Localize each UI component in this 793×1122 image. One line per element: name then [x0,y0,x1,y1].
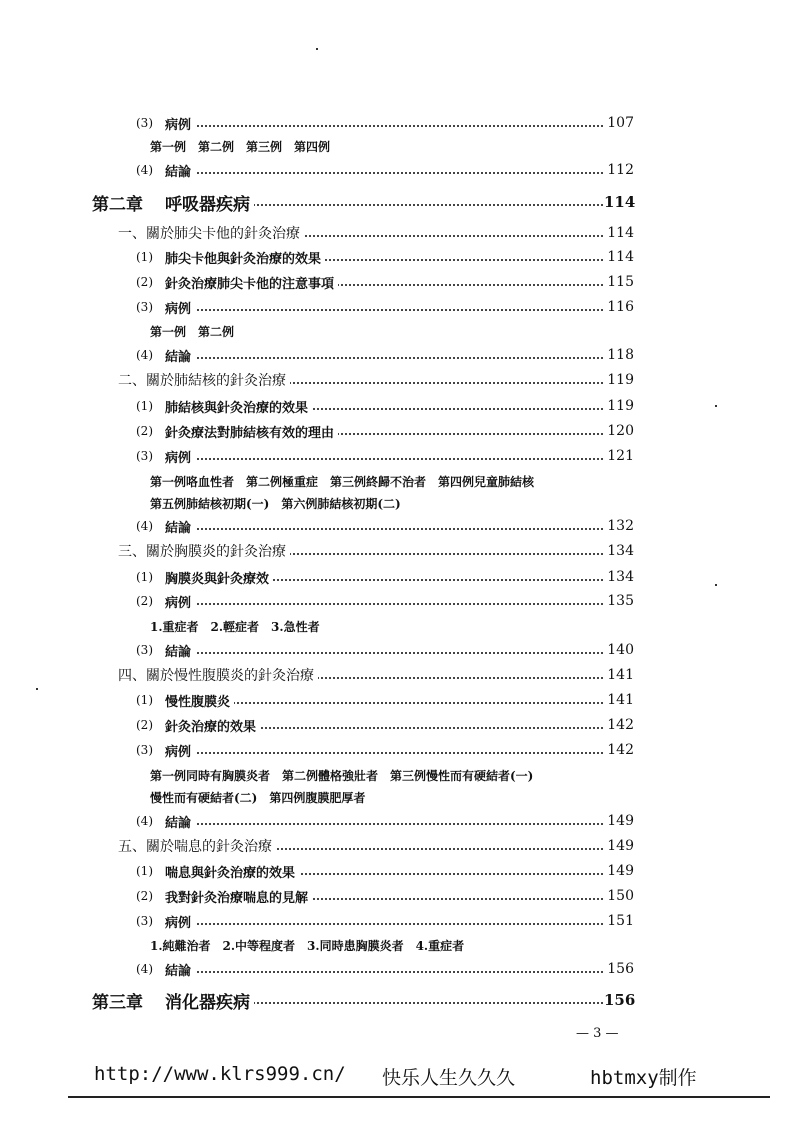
toc-entry-item[interactable] [0,714,793,736]
entry-title: 我對針灸治療喘息的見解 [165,887,312,906]
toc-entry-item[interactable] [0,246,793,268]
entry-page-number: 119 [604,398,634,414]
entry-page-number: 134 [604,569,634,585]
toc-entry-item[interactable] [0,515,793,537]
entry-title: 針灸療法對肺結核有效的理由 [165,422,338,441]
entry-page-number: 112 [604,162,634,178]
entry-title: 肺結核與針灸治療的效果 [165,397,312,416]
entry-number: (3) [136,743,153,757]
toc-entry-item[interactable] [0,271,793,293]
entry-number: (1) [136,864,153,878]
entry-page-number: 114 [604,225,634,241]
dot-leader [165,752,603,754]
entry-page-number: 140 [604,642,634,658]
toc-entry-item[interactable] [0,639,793,661]
footer-maker: hbtmxy制作 [590,1067,697,1089]
entry-number: (3) [136,643,153,657]
chapter-name: 呼吸器疾病 [165,194,250,215]
entry-title: 1.重症者 2.輕症者 3.急性者 [150,618,324,635]
entry-page-number: 116 [604,299,634,315]
toc-entry-item[interactable] [0,296,793,318]
entry-title: 第一例 第二例 第三例 第四例 [150,138,334,155]
entry-title: 結論 [165,812,195,831]
entry-page-number: 114 [604,193,636,211]
entry-page-number: 107 [604,115,634,131]
entry-page-number: 120 [604,423,634,439]
entry-page-number: 149 [604,838,634,854]
entry-title: 結論 [165,960,195,979]
entry-title: 第一例咯血性者 第二例極重症 第三例終歸不治者 第四例兒童肺結核 [150,473,538,490]
dot-leader [165,603,603,605]
entry-title: 第一例同時有胸膜炎者 第二例體格強壯者 第三例慢性而有硬結者(一) [150,767,537,784]
entry-title: 四、關於慢性腹膜炎的針灸治療 [118,665,318,685]
toc-entry-item[interactable] [0,112,793,134]
entry-title: 慢性腹膜炎 [165,691,234,710]
entry-title: 病例 [165,741,195,760]
chapter-title [92,988,254,1013]
entry-title: 慢性而有硬結者(二) 第四例腹膜肥厚者 [150,789,369,806]
entry-title: 第一例 第二例 [150,323,238,340]
entry-page-number: 141 [604,667,634,683]
entry-page-number: 156 [604,961,634,977]
toc-entry-sub[interactable] [0,135,793,157]
entry-title: 五、關於喘息的針灸治療 [118,836,276,856]
chapter-label: 第三章 [92,992,143,1013]
entry-page-number: 151 [604,913,634,929]
toc-entry-item[interactable] [0,958,793,980]
entry-title: 病例 [165,114,195,133]
entry-page-number: 114 [604,249,634,265]
entry-number: (2) [136,718,153,732]
toc-entry-item[interactable] [0,159,793,181]
entry-number: (1) [136,399,153,413]
toc-entry-item[interactable] [0,445,793,467]
chapter-title [92,190,254,215]
entry-page-number: 156 [604,991,636,1009]
entry-number: (1) [136,250,153,264]
entry-title: 1.純難治者 2.中等程度者 3.同時患胸膜炎者 4.重症者 [150,937,468,954]
entry-page-number: 149 [604,813,634,829]
dot-leader [165,823,603,825]
toc-entry-section[interactable] [0,222,793,244]
entry-page-number: 150 [604,888,634,904]
entry-title: 結論 [165,346,195,365]
entry-number: (2) [136,424,153,438]
chapter-label: 第二章 [92,194,143,215]
toc-entry-item[interactable] [0,344,793,366]
entry-title: 結論 [165,517,195,536]
entry-title: 喘息與針灸治療的效果 [165,862,299,881]
toc-entry-item[interactable] [0,860,793,882]
entry-page-number: 142 [604,717,634,733]
entry-title: 病例 [165,912,195,931]
toc-entry-chapter[interactable] [0,989,793,1011]
toc-entry-section[interactable] [0,664,793,686]
footer-site-name: 快乐人生久久久 [382,1067,516,1089]
entry-page-number: 142 [604,742,634,758]
entry-number: (4) [136,348,153,362]
toc-entry-item[interactable] [0,420,793,442]
scan-speck [715,584,717,586]
entry-page-number: 134 [604,543,634,559]
dot-leader [165,458,603,460]
entry-title: 針灸治療的效果 [165,716,260,735]
entry-title: 三、關於胸膜炎的針灸治療 [118,541,290,561]
toc-entry-section[interactable] [0,835,793,857]
entry-page-number: 118 [604,347,634,363]
dot-leader [165,923,603,925]
toc-entry-item[interactable] [0,566,793,588]
toc-entry-section[interactable] [0,369,793,391]
toc-entry-chapter[interactable] [0,191,793,213]
entry-title: 第五例肺結核初期(一) 第六例肺結核初期(二) [150,495,405,512]
dot-leader [165,309,603,311]
entry-number: (4) [136,519,153,533]
dot-leader [165,357,603,359]
dot-leader [165,125,603,127]
toc-entry-section[interactable] [0,540,793,562]
scan-speck [316,48,318,50]
entry-title: 胸膜炎與針灸療效 [165,568,273,587]
entry-page-number: 141 [604,692,634,708]
entry-number: (3) [136,914,153,928]
entry-number: (4) [136,962,153,976]
scan-speck [36,688,38,690]
entry-page-number: 119 [604,372,634,388]
toc-entry-sub[interactable] [0,470,793,492]
entry-number: (2) [136,275,153,289]
toc-entry-sub[interactable] [0,615,793,637]
entry-title: 病例 [165,592,195,611]
entry-page-number: 121 [604,448,634,464]
entry-number: (3) [136,300,153,314]
toc-entry-item[interactable] [0,395,793,417]
dot-leader [165,652,603,654]
toc-entry-sub[interactable] [0,786,793,808]
chapter-name: 消化器疾病 [165,992,250,1013]
entry-title: 結論 [165,641,195,660]
entry-title: 一、關於肺尖卡他的針灸治療 [118,223,304,243]
entry-number: (3) [136,116,153,130]
entry-title: 二、關於肺結核的針灸治療 [118,370,290,390]
entry-number: (2) [136,594,153,608]
entry-number: (3) [136,449,153,463]
entry-page-number: 132 [604,518,634,534]
toc-entry-sub[interactable] [0,492,793,514]
entry-number: (4) [136,814,153,828]
toc-entry-item[interactable] [0,689,793,711]
entry-number: (4) [136,163,153,177]
toc-entry-item[interactable] [0,810,793,832]
toc-entry-item[interactable] [0,590,793,612]
entry-number: (1) [136,570,153,584]
entry-page-number: 115 [604,274,634,290]
toc-entry-sub[interactable] [0,934,793,956]
entry-title: 針灸治療肺尖卡他的注意事項 [165,273,338,292]
entry-title: 病例 [165,298,195,317]
dot-leader [165,172,603,174]
scan-speck [715,405,717,407]
entry-page-number: 135 [604,593,634,609]
entry-title: 結論 [165,161,195,180]
footer-rule [68,1096,770,1098]
entry-title: 肺尖卡他與針灸治療的效果 [165,248,325,267]
toc-entry-item[interactable] [0,885,793,907]
entry-page-number: 149 [604,863,634,879]
toc-entry-sub[interactable] [0,320,793,342]
dot-leader [165,528,603,530]
entry-number: (2) [136,889,153,903]
toc-entry-item[interactable] [0,910,793,932]
toc-entry-item[interactable] [0,739,793,761]
entry-title: 病例 [165,447,195,466]
dot-leader [165,971,603,973]
footer-url[interactable]: http://www.klrs999.cn/ [94,1063,346,1085]
toc-entry-sub[interactable] [0,764,793,786]
page-number: — 3 — [576,1026,619,1041]
entry-number: (1) [136,693,153,707]
